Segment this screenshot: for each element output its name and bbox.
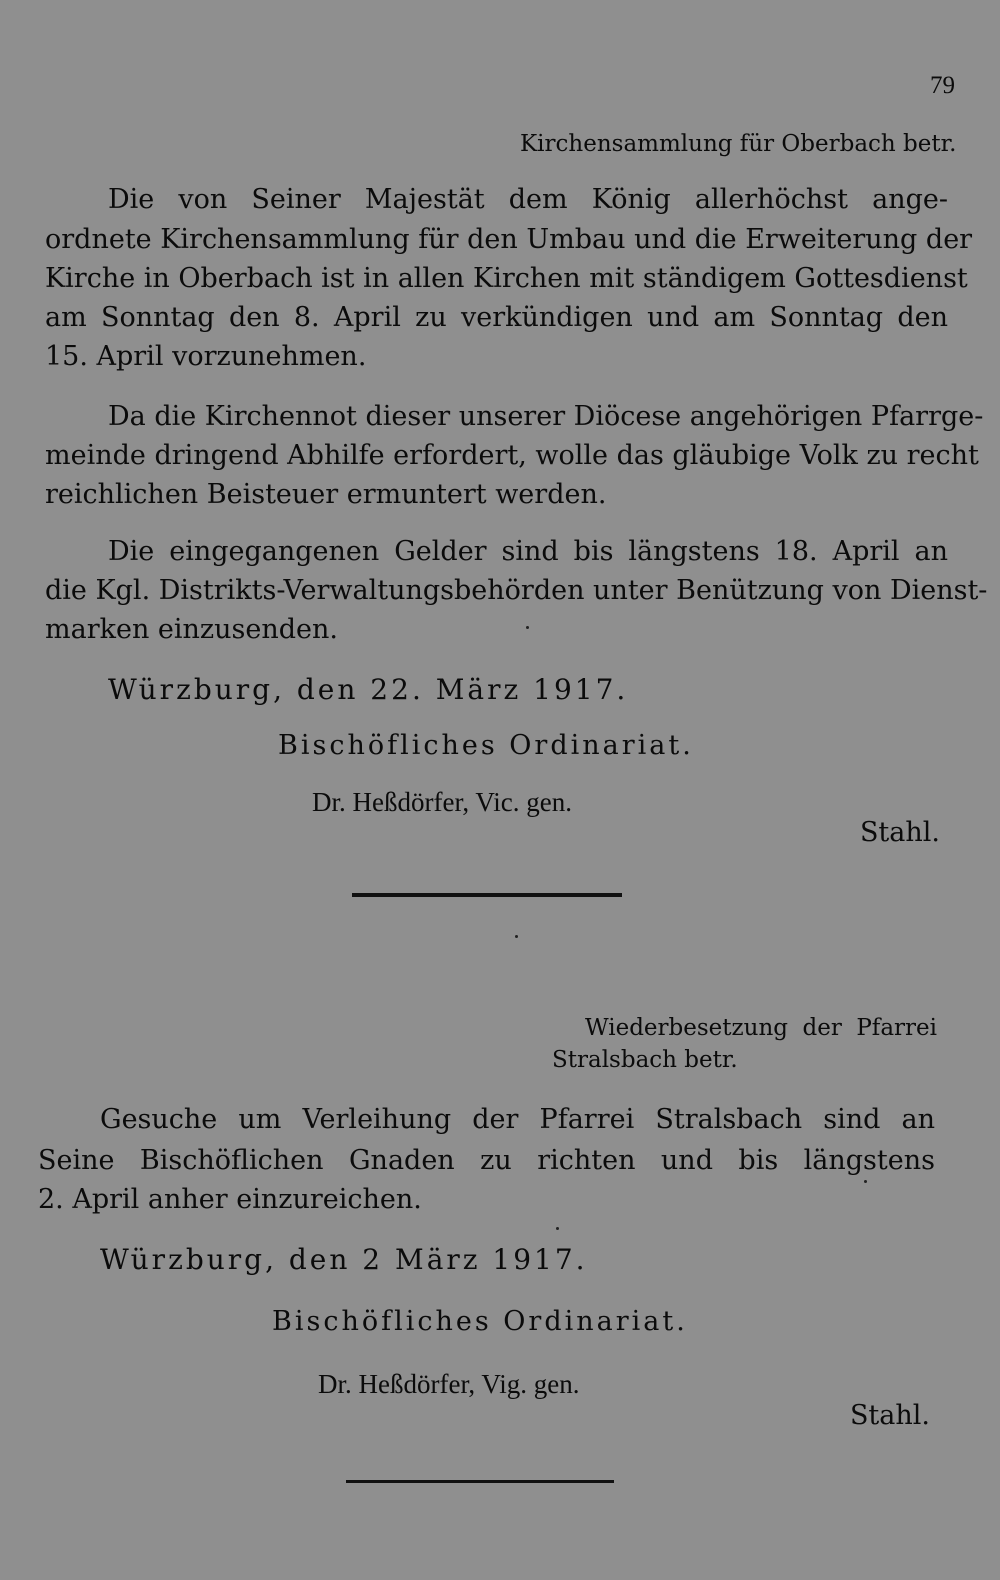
notice-subject: Kirchensammlung für Oberbach betr. [520,131,957,157]
signatory: Dr. Heßdörfer, Vig. gen. [318,1369,580,1399]
scan-speck [556,1227,559,1230]
place-date: Würzburg, den 22. März 1917. [108,673,629,706]
text-line: ordnete Kirchensammlung für den Umbau und die Erweiterung der [45,224,973,255]
secretary-signature: Stahl. [849,1400,930,1431]
signatory: Dr. Heßdörfer, Vic. gen. [312,787,572,817]
section-divider [352,893,622,897]
text-line: reichlichen Beisteuer ermuntert werden. [45,479,607,510]
text-line: Gesuche um Verleihung der Pfarrei Stralsbach sind an [100,1104,935,1135]
scan-speck [526,626,529,629]
scan-speck [515,935,518,938]
issuing-authority: Bischöfliches Ordinariat. [272,1306,688,1337]
text-line: die Kgl. Distrikts-Verwaltungsbehörden unter Benützung von Dienst- [45,575,988,606]
text-line: 2. April anher einzureichen. [38,1184,422,1215]
text-line: 15. April vorzunehmen. [45,341,367,372]
scan-speck [864,1180,867,1183]
place-date: Würzburg, den 2 März 1917. [100,1243,588,1276]
text-line: Die von Seiner Majestät dem König allerhöchst ange- [108,184,948,215]
text-line: Da die Kirchennot dieser unserer Diöcese angehörigen Pfarrge- [108,401,984,432]
secretary-signature: Stahl. [859,817,940,848]
text-line: Seine Bischöflichen Gnaden zu richten und bis längstens [38,1145,935,1176]
text-line: Die eingegangenen Gelder sind bis längstens 18. April an [108,536,948,567]
page-number: 79 [930,72,955,99]
section-divider [346,1480,614,1483]
text-line: am Sonntag den 8. April zu verkündigen und am Sonntag den [45,302,948,333]
issuing-authority: Bischöfliches Ordinariat. [278,730,694,761]
notice-subject: Wiederbesetzung der Pfarrei [585,1015,937,1041]
text-line: marken einzusenden. [45,614,338,645]
notice-subject: Stralsbach betr. [552,1047,738,1073]
text-line: Kirche in Oberbach ist in allen Kirchen mit ständigem Gottesdienst [45,263,968,294]
text-line: meinde dringend Abhilfe erfordert, wolle das gläubige Volk zu recht [45,440,979,471]
